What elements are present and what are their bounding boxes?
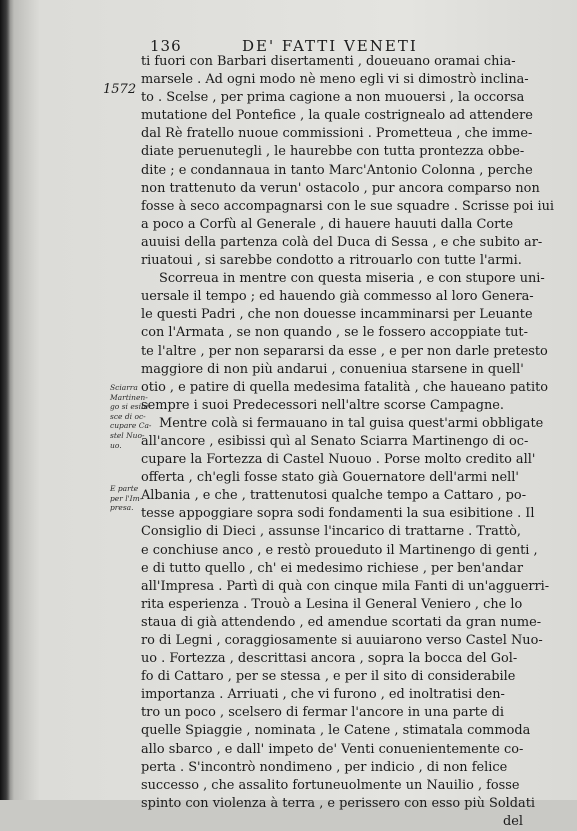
text-line: uo . Fortezza , descrittasi ancora , sopra la bocca del Gol- [141,651,518,667]
text-line: maggiore di non più andarui , conueniua starsene in quell' [141,361,524,377]
text-line: con l'Armata , se non quando , se le fossero accoppiate tut- [141,325,528,341]
text-line: sempre i suoi Predecessori nell'altre scorse Campagne. [141,397,504,413]
text-line: diate peruenutegli , le haurebbe con tutta prontezza obbe- [141,144,525,160]
text-line: dal Rè fratello nuoue commissioni . Prometteua , che imme- [141,126,533,142]
margin-year: 1572 [103,82,137,97]
text-line: auuisi della partenza colà del Duca di Sessa , e che subito ar- [141,234,543,250]
body-text [141,53,555,831]
text-line: riuatoui , si sarebbe condotto a ritrouarlo con tutte l'armi. [141,253,522,269]
book-spine-shadow [0,0,10,800]
text-line: te l'altre , per non separarsi da esse , e per non darle pretesto [141,343,548,359]
text-line: non trattenuto da verun' ostacolo , pur ancora comparso non [141,180,540,196]
running-title: DE' FATTI VENETI [242,37,418,55]
paragraph-start-line: Mentre colà si fermauano in tal guisa quest'armi obbligate [159,415,544,431]
text-line: fosse à seco accompagnarsi con le sue squadre . Scrisse poi iui [141,198,555,214]
text-line: e conchiuse anco , e restò proueduto il Martinengo di genti , [141,542,538,558]
marginal-note-sciarra: Sciarra Martinen- go si esibi- sce di oc- cupare Ca- stel Nuo- uo. [110,383,152,450]
text-line: le questi Padri , che non douesse incamminarsi per Leuante [141,307,533,323]
text-line: staua di già attendendo , ed amendue scortati da gran nume- [141,614,542,630]
text-line: tesse appoggiare sopra sodi fondamenti la sua esibitione . Il [141,506,535,522]
text-line: all'ancore , esibissi quì al Senato Sciarra Martinengo di oc- [141,433,529,449]
text-line: Albania , e che , trattenutosi qualche tempo a Cattaro , po- [141,488,527,504]
text-line: importanza . Arriuati , che vi furono , ed inoltratisi den- [141,687,505,703]
text-line: marsele . Ad ogni modo nè meno egli vi si dimostrò inclina- [141,72,529,88]
text-line: otio , e patire di quella medesima fatalità , che haueano patito [141,379,549,395]
text-line: ti fuori con Barbari disertamenti , doueuano oramai chia- [141,54,516,69]
text-line: quelle Spiaggie , nominata , le Catene , stimatala commoda [141,723,531,739]
text-line: offerta , ch'egli fosse stato già Gouernatore dell'armi nell' [141,470,519,486]
marginal-note-impresa: E parte per l'Im- presa. [110,484,143,513]
text-line: fo di Cattaro , per se stessa , e per il sito di considerabile [141,669,516,685]
text-line: e di tutto quello , ch' ei medesimo richiese , per ben'andar [141,560,523,576]
text-line: dite ; e condannaua in tanto Marc'Antonio Colonna , perche [141,162,533,178]
text-line: all'Impresa . Partì di quà con cinque mila Fanti di un'agguerri- [141,578,550,594]
text-line: cupare la Fortezza di Castel Nuouo . Porse molto credito all' [141,452,536,468]
text-line: mutatione del Pontefice , la quale costrignealo ad attendere [141,108,533,124]
text-line: ro di Legni , coraggiosamente si auuiarono verso Castel Nuo- [141,633,543,648]
page-number: 136 [150,37,182,55]
text-line: uersale il tempo ; ed hauendo già commesso al loro Genera- [141,289,534,305]
text-line: perta . S'incontrò nondimeno , per indicio , di non felice [141,759,508,775]
text-line: Consiglio di Dieci , assunse l'incarico di trattarne . Trattò, [141,524,522,540]
text-line: a poco a Corfù al Generale , di hauere hauuti dalla Corte [141,216,514,232]
text-line: rita esperienza . Trouò a Lesina il General Veniero , che lo [141,596,523,612]
paragraph-start-line: Scorreua in mentre con questa miseria , e con stupore uni- [159,271,545,287]
text-line: allo sbarco , e dall' impeto de' Venti conuenientemente co- [141,741,524,757]
text-line: spinto con violenza à terra , e perissero con esso più Soldati [141,795,535,811]
text-line: successo , che assalito fortuneuolmente un Nauilio , fosse [141,777,520,793]
text-line: to . Scelse , per prima cagione a non muouersi , la occorsa [141,90,525,106]
catchword: del [502,813,523,829]
text-line: tro un poco , scelsero di fermar l'ancore in una parte di [141,705,505,721]
